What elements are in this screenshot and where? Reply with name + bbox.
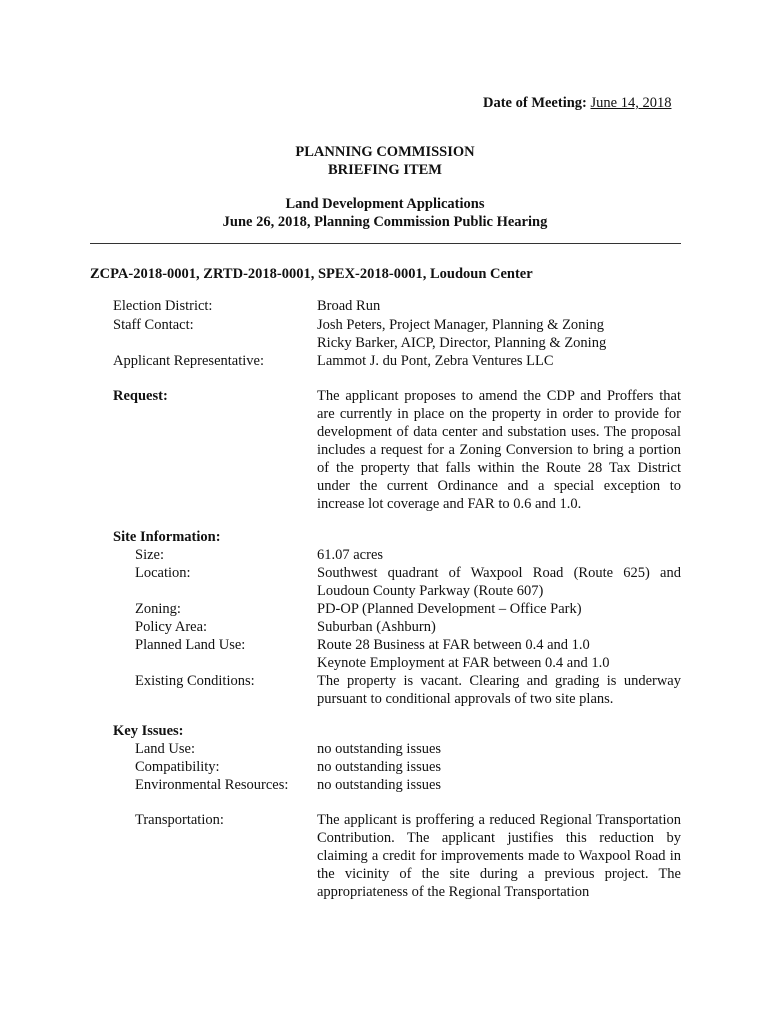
compatibility-label: Compatibility: <box>135 759 220 775</box>
election-district-label: Election District: <box>113 298 213 314</box>
site-information-heading: Site Information: <box>113 529 221 545</box>
staff-contact-label: Staff Contact: <box>113 317 194 333</box>
location-value: Southwest quadrant of Waxpool Road (Route 625) and Loudoun County Parkway (Route 607) <box>317 565 681 599</box>
request-label: Request: <box>113 388 168 404</box>
existing-conditions-value: The property is vacant. Clearing and grading is underway pursuant to conditional approvals of two site plans. <box>317 673 681 707</box>
key-issues-heading: Key Issues: <box>113 723 184 739</box>
staff-contact-value-2: Ricky Barker, AICP, Director, Planning & Zoning <box>317 335 607 351</box>
environmental-resources-value: no outstanding issues <box>317 777 442 793</box>
size-value: 61.07 acres <box>317 547 384 563</box>
election-district-value: Broad Run <box>317 298 381 314</box>
staff-contact-value-1: Josh Peters, Project Manager, Planning & Zoning <box>317 317 604 333</box>
meeting-date-value: June 14, 2018 <box>590 95 672 111</box>
planned-land-use-label: Planned Land Use: <box>135 637 246 653</box>
location-label: Location: <box>135 565 191 581</box>
header-line-4: June 26, 2018, Planning Commission Public Hearing <box>222 214 548 230</box>
planned-land-use-value-1: Route 28 Business at FAR between 0.4 and 1.0 <box>317 637 590 653</box>
compatibility-value: no outstanding issues <box>317 759 442 775</box>
transportation-value: The applicant is proffering a reduced Regional Transportation Contribution. The applicant justifies this reduction by claiming a credit for improvements made to Waxpool Road in the vicinity of the site during a previous project. The appropriateness of the Regional Transportation <box>317 812 681 900</box>
zoning-value: PD-OP (Planned Development – Office Park) <box>317 601 582 617</box>
header-line-3: Land Development Applications <box>285 196 485 212</box>
applicant-representative-value: Lammot J. du Pont, Zebra Ventures LLC <box>317 353 554 369</box>
policy-area-label: Policy Area: <box>135 619 208 635</box>
horizontal-divider <box>90 243 681 244</box>
policy-area-value: Suburban (Ashburn) <box>317 619 436 635</box>
zoning-label: Zoning: <box>135 601 181 617</box>
land-use-label: Land Use: <box>135 741 195 757</box>
environmental-resources-label: Environmental Resources: <box>135 777 289 793</box>
transportation-label: Transportation: <box>135 812 224 828</box>
size-label: Size: <box>135 547 164 563</box>
header-line-2: BRIEFING ITEM <box>327 162 442 178</box>
applicant-representative-label: Applicant Representative: <box>113 353 264 369</box>
existing-conditions-label: Existing Conditions: <box>135 673 255 689</box>
meeting-date-line <box>483 94 671 112</box>
meeting-date-label: Date of Meeting: <box>483 95 587 111</box>
land-use-value: no outstanding issues <box>317 741 442 757</box>
header-line-1: PLANNING COMMISSION <box>295 144 475 160</box>
planned-land-use-value-2: Keynote Employment at FAR between 0.4 and 1.0 <box>317 655 610 671</box>
request-text: The applicant proposes to amend the CDP and Proffers that are currently in place on the property in order to provide for development of data center and substation uses. The proposal includes a request for a Zoning Conversion to bring a portion of the property that falls within the Route 28 Tax District under the current Ordinance and a special exception to increase lot coverage and FAR to 0.6 and 1.0. <box>317 388 681 512</box>
case-title: ZCPA-2018-0001, ZRTD-2018-0001, SPEX-2018-0001, Loudoun Center <box>90 266 533 282</box>
